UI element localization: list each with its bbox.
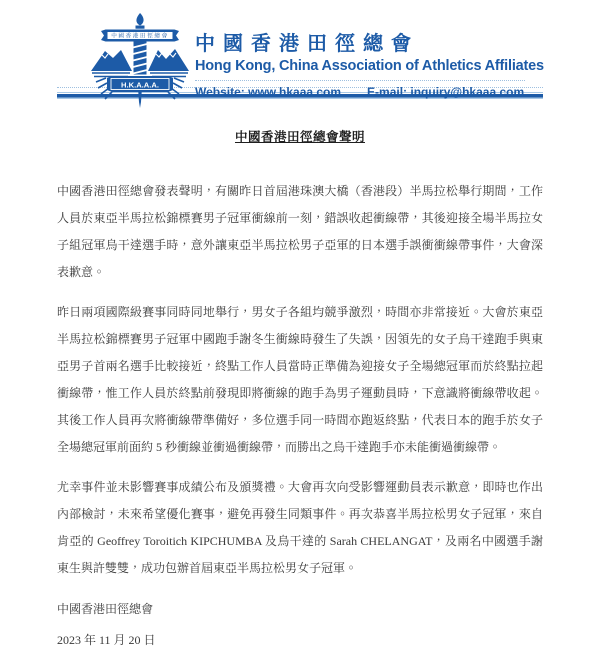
website-label: Website: www.hkaaa.com	[195, 85, 342, 99]
logo-banner-text: 中國香港田徑總會	[111, 33, 169, 40]
org-name-en: Hong Kong, China Association of Athletics Affiliates	[195, 58, 544, 74]
statement-title: 中國香港田徑總會聲明	[234, 130, 365, 144]
email-label: E-mail: inquiry@hkaaa.com	[367, 85, 525, 99]
statement-date: 2023 年 11 月 20 日	[57, 633, 156, 647]
logo-acronym-text: H.K.A.A.A.	[121, 80, 159, 90]
statement-paragraph-2: 昨日兩項國際級賽事同時同地舉行，男女子各組均競爭激烈，時間亦非常接近。大會於東亞半馬拉松錦標賽男子冠軍中國跑手謝冬生衝線時發生了失誤，因領先的女子烏干達跑手與東亞男子首兩名選手比較接近，終點工作人員當時正準備為迎接女子全場總冠軍而於終點拉起衝線帶，惟工作人員於終點前發現即將衝線的跑手為男子運動員時，下意識將衝線帶收起。其後工作人員再次將衝線帶準備好，多位選手同一時間亦跑返終點，代表日本的跑手於女子全場總冠軍前面約 5 秒衝線並衝過衝線帶，而勝出之烏干達跑手亦未能衝過衝線帶。	[57, 305, 543, 454]
org-name-zh: 中國香港田徑總會	[195, 33, 419, 55]
statement-paragraph-1: 中國香港田徑總會發表聲明，有關昨日首屆港珠澳大橋（香港段）半馬拉松舉行期間，工作人員於東亞半馬拉松錦標賽男子冠軍衝線前一刻，錯誤收起衝線帶，其後迎接全場半馬拉女子組冠軍烏干達選手時，意外讓東亞半馬拉松男子亞軍的日本選手誤衝衝線帶事件，大會深表歉意。	[57, 184, 543, 279]
logo-flame-icon	[136, 13, 143, 26]
statement-body	[57, 127, 543, 650]
statement-paragraph-3: 尤幸事件並未影響賽事成績公布及頒獎禮。大會再次向受影響運動員表示歉意，即時也作出內部檢討，未來希望優化賽事，避免再發生同類事件。再次恭喜半馬拉松男女子冠軍，來自肯亞的 Geoffrey Toroitich KIPCHUMBA 及烏干達的 Sarah CHELANGAT，及兩名中國選手謝東生與許雙雙，成功包辦首屆東亞半馬拉松男女子冠軍。	[57, 480, 543, 575]
contact-row	[195, 80, 525, 99]
letterhead-text	[195, 14, 543, 99]
hkaaa-logo	[90, 12, 190, 114]
signature-org: 中國香港田徑總會	[57, 602, 154, 616]
letterhead	[57, 0, 544, 99]
